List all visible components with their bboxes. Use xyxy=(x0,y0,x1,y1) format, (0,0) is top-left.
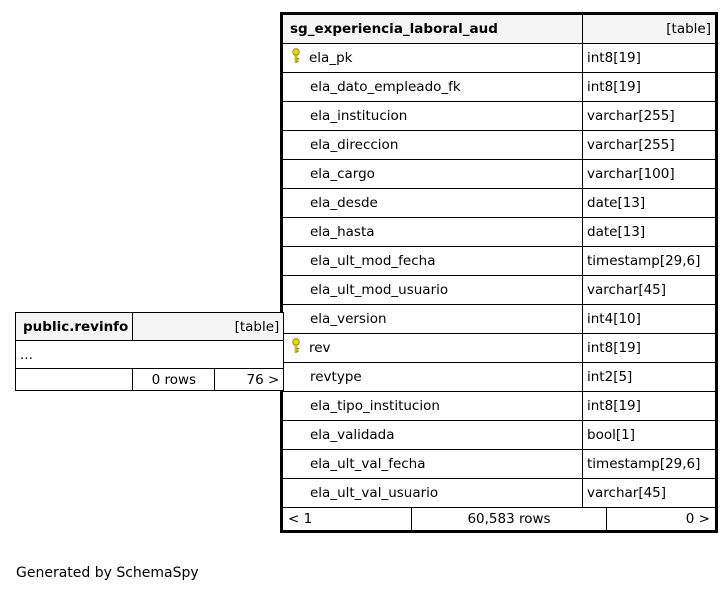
ref-table-footer xyxy=(16,369,284,391)
main-table-rows: 60,583 rows xyxy=(412,508,607,530)
ref-table-ellipsis-row xyxy=(16,341,284,369)
column-row[interactable] xyxy=(282,421,717,450)
column-name[interactable] xyxy=(282,276,583,305)
ref-table-parents[interactable] xyxy=(16,369,133,391)
column-name-text: ela_dato_empleado_fk xyxy=(310,79,461,95)
ref-table-children[interactable]: 76 > xyxy=(215,369,284,391)
column-name-text: ela_ult_mod_fecha xyxy=(310,253,436,269)
column-name-text: ela_tipo_institucion xyxy=(310,398,440,414)
column-name-text: ela_ult_val_fecha xyxy=(310,456,426,472)
column-type: int8[19] xyxy=(583,44,717,73)
column-type: int8[19] xyxy=(583,334,717,363)
column-type: int2[5] xyxy=(583,363,717,392)
column-type: varchar[255] xyxy=(583,102,717,131)
main-table-name[interactable]: sg_experiencia_laboral_aud xyxy=(282,14,583,44)
column-name[interactable] xyxy=(282,102,583,131)
ref-table-rows: 0 rows xyxy=(133,369,215,391)
column-row[interactable] xyxy=(282,131,717,160)
column-name-text: ela_institucion xyxy=(310,108,408,124)
column-name-text: ela_validada xyxy=(310,427,395,443)
column-name-text: ela_version xyxy=(310,311,387,327)
column-row[interactable] xyxy=(282,305,717,334)
generated-by-footer: Generated by SchemaSpy xyxy=(16,565,199,581)
column-name[interactable] xyxy=(282,247,583,276)
column-row[interactable] xyxy=(282,334,717,363)
column-row[interactable] xyxy=(282,450,717,479)
ref-table[interactable] xyxy=(15,312,284,391)
column-row[interactable] xyxy=(282,276,717,305)
column-row[interactable] xyxy=(282,102,717,131)
column-row[interactable] xyxy=(282,479,717,508)
column-type: int4[10] xyxy=(583,305,717,334)
column-name[interactable] xyxy=(282,363,583,392)
column-name[interactable] xyxy=(282,44,583,73)
column-name-text: revtype xyxy=(310,369,362,385)
column-row[interactable] xyxy=(282,160,717,189)
column-name-text: ela_ult_val_usuario xyxy=(310,485,439,501)
column-type: varchar[45] xyxy=(583,276,717,305)
column-row[interactable] xyxy=(282,392,717,421)
main-table-children[interactable]: 0 > xyxy=(685,511,710,527)
column-name-text: ela_direccion xyxy=(310,137,399,153)
column-type: int8[19] xyxy=(583,73,717,102)
column-row[interactable] xyxy=(282,363,717,392)
ref-table-name[interactable]: public.revinfo xyxy=(16,313,133,341)
column-name[interactable] xyxy=(282,160,583,189)
key-icon xyxy=(291,48,309,68)
column-type: int8[19] xyxy=(583,392,717,421)
column-name[interactable] xyxy=(282,450,583,479)
column-row[interactable] xyxy=(282,189,717,218)
column-type: date[13] xyxy=(583,218,717,247)
ref-table-header[interactable] xyxy=(16,313,284,341)
column-name-text: ela_desde xyxy=(310,195,378,211)
main-table-kind: [table] xyxy=(583,14,717,44)
column-row[interactable] xyxy=(282,218,717,247)
column-name[interactable] xyxy=(282,479,583,508)
main-table-footer xyxy=(282,508,717,532)
column-row[interactable] xyxy=(282,44,717,73)
column-type: varchar[255] xyxy=(583,131,717,160)
column-type: timestamp[29,6] xyxy=(583,450,717,479)
column-name[interactable] xyxy=(282,218,583,247)
column-name-text: ela_hasta xyxy=(310,224,375,240)
column-name[interactable] xyxy=(282,131,583,160)
main-table-parents[interactable]: < 1 xyxy=(283,508,412,530)
column-name[interactable] xyxy=(282,305,583,334)
key-icon xyxy=(291,338,309,358)
ref-table-kind: [table] xyxy=(133,313,284,341)
ref-table-ellipsis: ... xyxy=(16,341,284,369)
column-type: varchar[45] xyxy=(583,479,717,508)
column-type: timestamp[29,6] xyxy=(583,247,717,276)
column-name[interactable] xyxy=(282,73,583,102)
column-name-text: ela_cargo xyxy=(310,166,375,182)
column-row[interactable] xyxy=(282,73,717,102)
column-name-text: rev xyxy=(309,340,331,356)
column-name[interactable] xyxy=(282,421,583,450)
column-type: bool[1] xyxy=(583,421,717,450)
column-name[interactable] xyxy=(282,392,583,421)
column-type: date[13] xyxy=(583,189,717,218)
column-name[interactable] xyxy=(282,334,583,363)
main-table[interactable] xyxy=(280,12,718,533)
column-type: varchar[100] xyxy=(583,160,717,189)
column-name-text: ela_ult_mod_usuario xyxy=(310,282,449,298)
column-row[interactable] xyxy=(282,247,717,276)
column-name-text: ela_pk xyxy=(309,50,353,66)
column-name[interactable] xyxy=(282,189,583,218)
main-table-header[interactable] xyxy=(282,14,717,44)
main-table-footer-cell xyxy=(282,508,717,532)
